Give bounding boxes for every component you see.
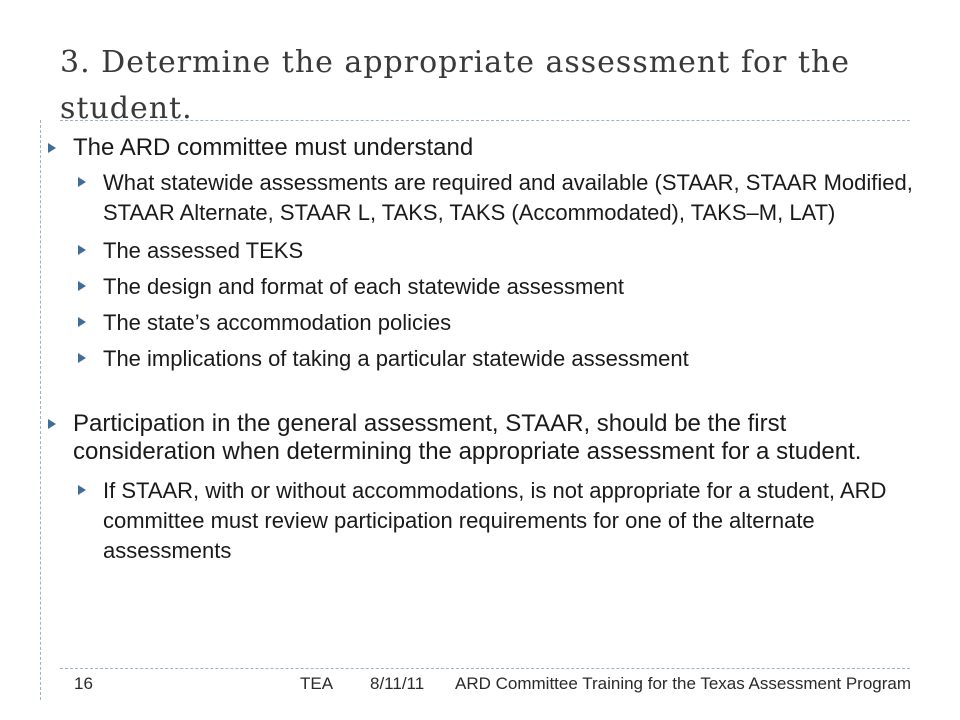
sub-bullet-item xyxy=(48,168,918,228)
bullet-item xyxy=(48,134,918,162)
slide-title: 3. Determine the appropriate assessment for the student. xyxy=(60,45,851,126)
bullet-text: The state’s accommodation policies xyxy=(103,310,452,335)
triangle-bullet-icon xyxy=(78,245,86,255)
sub-bullet-item xyxy=(48,344,918,374)
bullet-text: If STAAR, with or without accommodations, is not appropriate for a student, ARD committee must review participation requirements for one of the alternate assessments xyxy=(103,478,887,563)
bullet-list xyxy=(48,130,918,566)
bullet-text: The implications of taking a particular statewide assessment xyxy=(103,346,689,371)
triangle-bullet-icon xyxy=(78,317,86,327)
bullet-text: The design and format of each statewide assessment xyxy=(103,274,624,299)
triangle-bullet-icon xyxy=(48,143,56,153)
footer-org: TEA xyxy=(300,674,334,693)
title-divider xyxy=(60,120,910,121)
page-number: 16 xyxy=(74,674,93,693)
bullet-text: What statewide assessments are required and available (STAAR, STAAR Modified, STAAR Alternate, STAAR L, TAKS, TAKS (Accommodated), TAKS–M, LAT) xyxy=(103,170,913,225)
sub-bullet-item xyxy=(48,272,918,302)
bullet-text: The assessed TEKS xyxy=(103,238,304,263)
triangle-bullet-icon xyxy=(78,353,86,363)
triangle-bullet-icon xyxy=(48,419,56,429)
sub-bullet-item xyxy=(48,236,918,266)
bullet-text: The ARD committee must understand xyxy=(73,134,474,161)
footer-divider xyxy=(60,668,910,669)
sub-bullet-item xyxy=(48,476,918,566)
footer-program: ARD Committee Training for the Texas Assessment Program xyxy=(455,674,912,693)
left-margin-rule xyxy=(40,120,41,700)
sub-bullet-item xyxy=(48,308,918,338)
bullet-text: Participation in the general assessment, STAAR, should be the first consideration when determining the appropriate assessment for a student. xyxy=(73,410,862,465)
triangle-bullet-icon xyxy=(78,485,86,495)
triangle-bullet-icon xyxy=(78,281,86,291)
footer-date: 8/11/11 xyxy=(370,674,425,693)
triangle-bullet-icon xyxy=(78,177,86,187)
bullet-item xyxy=(48,410,918,466)
